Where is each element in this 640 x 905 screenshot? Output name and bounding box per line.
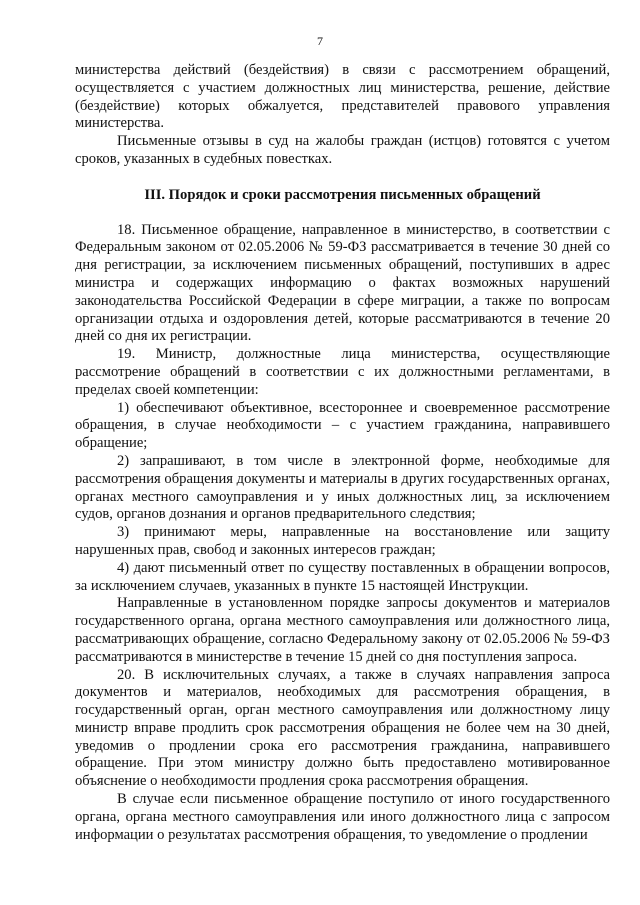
paragraph-18: 18. Письменное обращение, направленное в министерство, в соответствии с Федеральным законом от 02.05.2006 № 59-ФЗ рассматривается в течение 30 дней со дня регистрации, за исключением письменных обращений, поступивших в адрес министра и содержащих информацию о фактах возможных нарушений законодательства Российской Федерации в сфере миграции, а также по вопросам организации отдыха и оздоровления детей, которые рассматриваются в течение 20 дней со дня их регистрации.: [75, 221, 610, 345]
paragraph-19: 19. Министр, должностные лица министерства, осуществляющие рассмотрение обращений в соответствии с их должностными регламентами, в пределах своей компетенции:: [75, 346, 610, 398]
list-item-3: 3) принимают меры, направленные на восстановление или защиту нарушенных прав, свобод и законных интересов граждан;: [75, 524, 610, 558]
section-heading: III. Порядок и сроки рассмотрения письменных обращений: [144, 186, 541, 203]
paragraph: министерства действий (бездействия) в связи с рассмотрением обращений, осуществляется с участием должностных лиц министерства, решение, действие (бездействие) которых обжалуется, представителей правового управления министерства.: [75, 62, 610, 132]
paragraph: Направленные в установленном порядке запросы документов и материалов государственного органа, органа местного самоуправления или должностного лица, рассматривающих обращение, согласно Федеральному закону от 02.05.2006 № 59-ФЗ рассматриваются в министерстве в течение 15 дней со дня поступления запроса.: [75, 595, 610, 665]
list-item-1: 1) обеспечивают объективное, всестороннее и своевременное рассмотрение обращения, в случае необходимости – с участием гражданина, направившего обращение;: [75, 399, 610, 452]
paragraph-20: 20. В исключительных случаях, а также в случаях направления запроса документов и материалов, необходимых для рассмотрения обращения, в государственный орган, орган местного самоуправления или должностному лицу министр вправе продлить срок рассмотрения обращения не более чем на 30 дней, уведомив о продлении срока его рассмотрения гражданина, направившего обращение. При этом министру должно быть предоставлено мотивированное объяснение о необходимости продления срока рассмотрения обращения.: [75, 666, 610, 790]
list-item-2: 2) запрашивают, в том числе в электронной форме, необходимые для рассмотрения обращения документы и материалы в других государственных органах, органах местного самоуправления и у иных должностных лиц, за исключением судов, органов дознания и органов предварительного следствия;: [75, 452, 610, 523]
list-item-4: 4) дают письменный ответ по существу поставленных в обращении вопросов, за исключением случаев, указанных в пункте 15 настоящей Инструкции.: [75, 559, 610, 594]
page-number: 7: [317, 34, 323, 48]
document-body: [75, 62, 610, 844]
paragraph: Письменные отзывы в суд на жалобы граждан (истцов) готовятся с учетом сроков, указанных в судебных повестках.: [75, 133, 610, 167]
paragraph: В случае если письменное обращение поступило от иного государственного органа, органа местного самоуправления или иного должностного лица с запросом информации о результатах рассмотрения обращения, то уведомление о продлении: [75, 791, 610, 843]
